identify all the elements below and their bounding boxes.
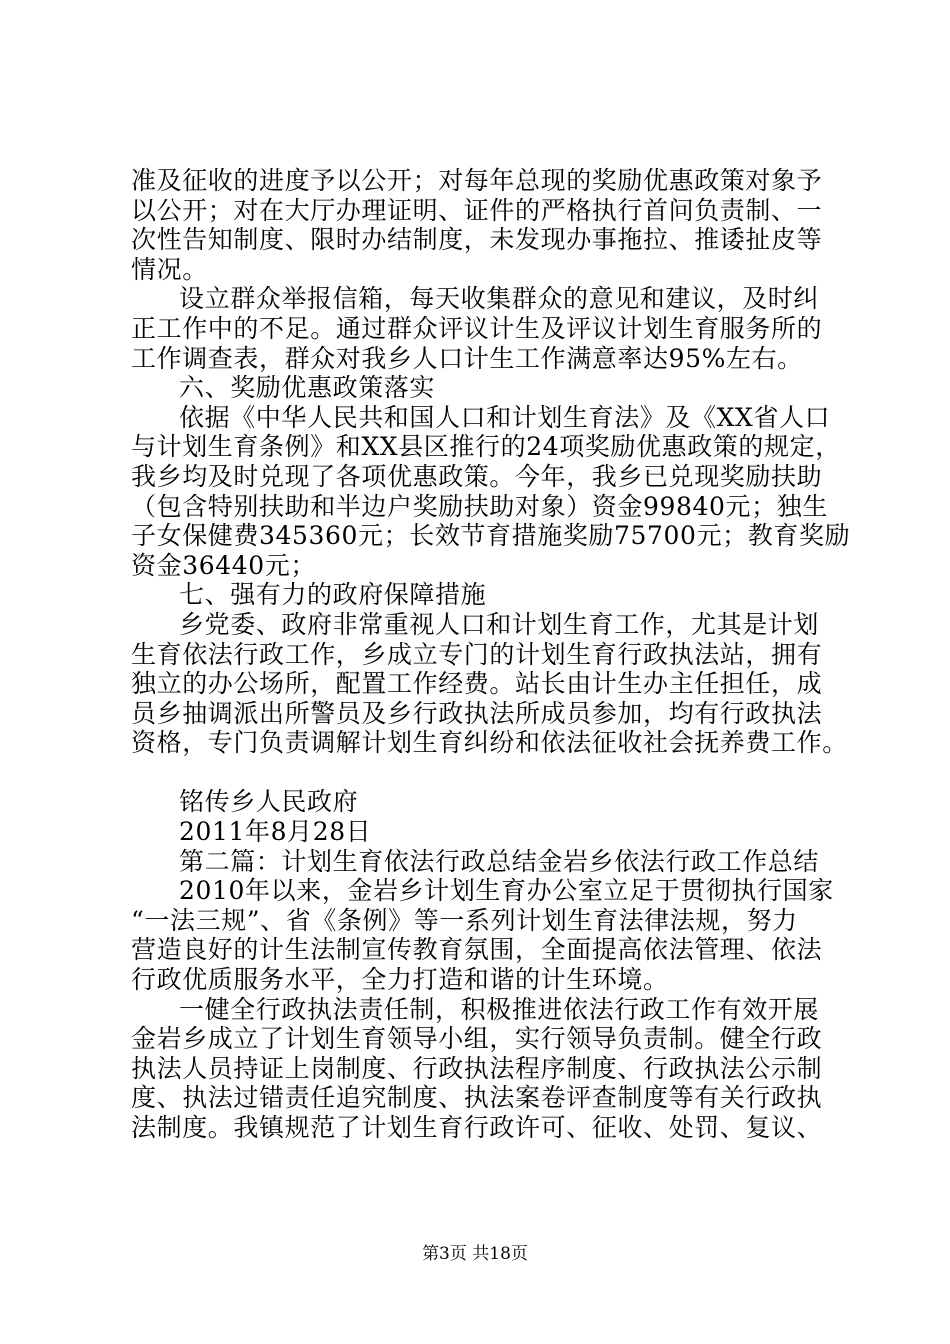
text-line: 我乡均及时兑现了各项优惠政策。今年，我乡已兑现奖励扶助 [131,461,823,491]
text-line: “一法三规”、省《条例》等一系列计划生育法律法规，努力 [131,905,798,935]
text-line: 2011年8月28日 [179,817,372,847]
text-line: 营造良好的计生法制宣传教育氛围，全面提高依法管理、依法 [131,935,823,965]
text-line: 度、执法过错责任追究制度、执法案卷评查制度等有关行政执 [131,1083,823,1113]
text-line: 准及征收的进度予以公开；对每年总现的奖励优惠政策对象予 [131,166,823,195]
text-line: 法制度。我镇规范了计划生育行政许可、征收、处罚、复议、 [131,1113,823,1142]
text-line: 与计划生育条例》和XX县区推行的24项奖励优惠政策的规定， [131,432,841,462]
text-line: 独立的办公场所，配置工作经费。站长由计生办主任担任，成 [131,669,823,699]
text-line: 依据《中华人民共和国人口和计划生育法》及《XX省人口 [179,402,831,432]
text-line: 子女保健费345360元；长效节育措施奖励75700元；教育奖励 [131,521,851,551]
text-line: 金岩乡成立了计划生育领导小组，实行领导负责制。健全行政 [131,1024,823,1054]
text-line: 生育依法行政工作，乡成立专门的计划生育行政执法站，拥有 [131,639,823,669]
text-line: （包含特别扶助和半边户奖励扶助对象）资金99840元；独生 [131,491,828,521]
text-line: 情况。 [131,254,208,284]
text-line: 铭传乡人民政府 [179,787,359,817]
blank-line [131,758,831,788]
text-line: 次性告知制度、限时办结制度，未发现办事拖拉、推诿扯皮等 [131,225,823,255]
text-line: 以公开；对在大厅办理证明、证件的严格执行首问负责制、一 [131,195,823,225]
text-line: 资格，专门负责调解计划生育纠纷和依法征收社会抚养费工作。 [131,728,848,758]
text-line: 一健全行政执法责任制，积极推进依法行政工作有效开展 [179,994,820,1024]
text-line: 第二篇：计划生育依法行政总结金岩乡依法行政工作总结 [179,846,820,876]
text-line: 七、强有力的政府保障措施 [179,580,487,610]
text-line: 工作调查表，群众对我乡人口计生工作满意率达95%左右。 [131,343,803,373]
page-footer: 第3页 共18页 [422,1244,528,1264]
text-line: 员乡抽调派出所警员及乡行政执法所成员参加，均有行政执法 [131,698,823,728]
text-line: 行政优质服务水平，全力打造和谐的计生环境。 [131,965,669,995]
text-line: 执法人员持证上岗制度、行政执法程序制度、行政执法公示制 [131,1053,823,1083]
document-body [131,166,851,1143]
text-line: 资金36440元； [131,550,316,580]
text-line: 乡党委、政府非常重视人口和计划生育工作，尤其是计划 [179,609,820,639]
text-line: 六、奖励优惠政策落实 [179,373,436,403]
text-line: 正工作中的不足。通过群众评议计生及评议计划生育服务所的 [131,313,823,343]
text-line: 2010年以来，金岩乡计划生育办公室立足于贯彻执行国家 [179,876,834,906]
text-line: 设立群众举报信箱，每天收集群众的意见和建议，及时纠 [179,284,820,314]
